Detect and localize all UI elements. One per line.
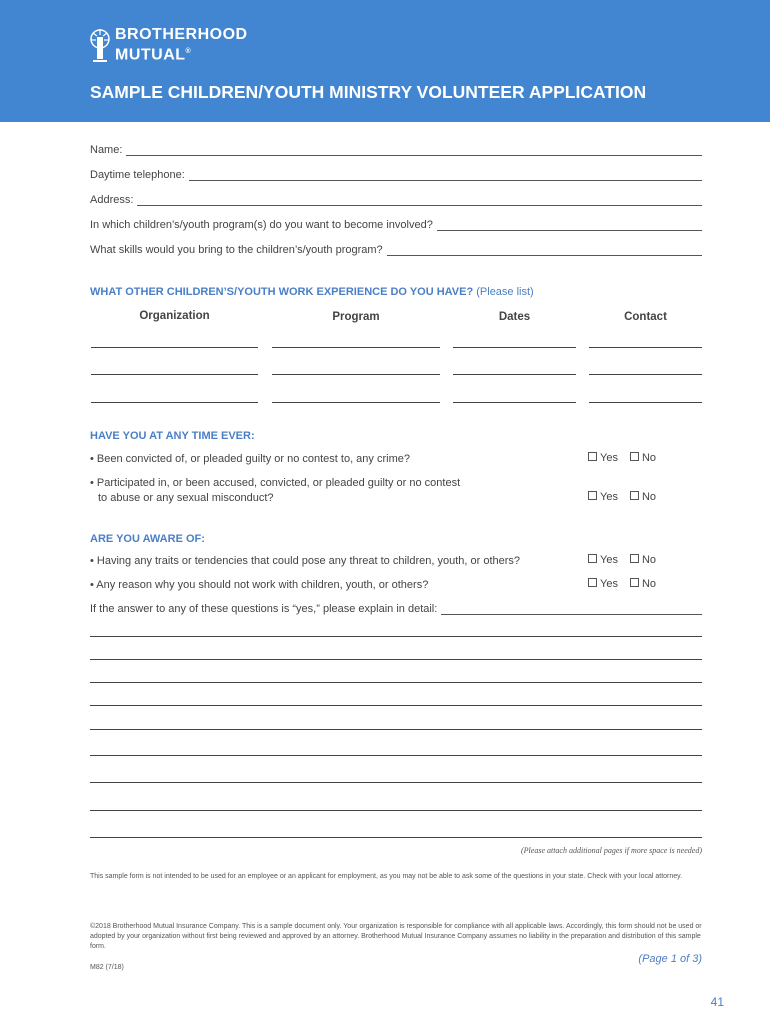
field-label: Daytime telephone:: [90, 169, 185, 181]
experience-dates-line[interactable]: [453, 402, 576, 403]
brotherhood-mutual-logo-icon: [90, 27, 110, 63]
answer-traits: [588, 554, 656, 566]
checkbox-icon[interactable]: [588, 491, 597, 500]
explain-line[interactable]: [90, 810, 702, 811]
registered-mark: ®: [185, 48, 192, 55]
field-label: In which children’s/youth program(s) do you want to become involved?: [90, 219, 433, 231]
experience-program-line[interactable]: [272, 374, 440, 375]
attach-note: (Please attach additional pages if more space is needed): [521, 846, 702, 855]
yes-label: Yes: [600, 554, 618, 566]
explain-line[interactable]: [90, 729, 702, 730]
telephone-input-line[interactable]: [189, 171, 702, 181]
yes-label: Yes: [600, 491, 618, 503]
explain-line[interactable]: [90, 636, 702, 637]
checkbox-icon[interactable]: [630, 578, 639, 587]
field-label: What skills would you bring to the children’s/youth program?: [90, 244, 383, 256]
question-abuse: [90, 476, 460, 505]
experience-organization-line[interactable]: [91, 402, 258, 403]
checkbox-icon[interactable]: [588, 578, 597, 587]
experience-heading-note: (Please list): [476, 286, 534, 298]
experience-contact-line[interactable]: [589, 374, 702, 375]
daytime-telephone-field[interactable]: [90, 169, 702, 181]
brotherhood-mutual-logo: [90, 26, 248, 63]
yes-label: Yes: [600, 578, 618, 590]
explain-input-line[interactable]: [441, 605, 702, 615]
column-header-organization: Organization: [139, 310, 210, 322]
column-header-program: Program: [332, 311, 380, 323]
experience-heading-text: WHAT OTHER CHILDREN’S/YOUTH WORK EXPERIENCE DO YOU HAVE?: [90, 286, 474, 298]
experience-contact-line[interactable]: [589, 402, 702, 403]
logo-line2: MUTUAL: [115, 46, 186, 64]
section-aware-heading: ARE YOU AWARE OF:: [90, 533, 205, 545]
explain-line[interactable]: [90, 659, 702, 660]
no-label: No: [641, 578, 657, 590]
question-abuse-line2: to abuse or any sexual misconduct?: [98, 491, 274, 504]
page-number: 41: [710, 995, 724, 1009]
no-label: No: [641, 491, 657, 503]
experience-program-line[interactable]: [272, 402, 440, 403]
question-reason: • Any reason why you should not work with children, youth, or others?: [90, 579, 429, 591]
no-label: No: [641, 452, 657, 464]
page-of-indicator: (Page 1 of 3): [638, 953, 702, 965]
disclaimer-text: This sample form is not intended to be used for an employee or an applicant for employment, as you may not be able to ask some of the questions in your state. Check with your local attorney.: [90, 873, 683, 880]
experience-dates-line[interactable]: [453, 374, 576, 375]
name-input-line[interactable]: [126, 146, 702, 156]
checkbox-icon[interactable]: [630, 554, 639, 563]
program-interest-field[interactable]: [90, 219, 702, 231]
experience-dates-line[interactable]: [453, 347, 576, 348]
checkbox-icon[interactable]: [588, 452, 597, 461]
no-label: No: [641, 554, 657, 566]
checkbox-icon[interactable]: [630, 491, 639, 500]
explain-field[interactable]: [90, 603, 702, 615]
explain-line[interactable]: [90, 755, 702, 756]
column-header-contact: Contact: [624, 311, 667, 323]
answer-reason: [588, 578, 656, 590]
copyright-text: ©2018 Brotherhood Mutual Insurance Company. This is a sample document only. Your organization is responsible for compliance with all applicable laws. Accordingly, this form should not be used or adopted by your organization without first being reviewed and approved by an attorney. Brotherhood Mutual Insurance Company assumes no liability in the preparation and distribution of this sample form.: [90, 923, 702, 950]
experience-organization-line[interactable]: [91, 374, 258, 375]
field-label: Name:: [90, 144, 123, 156]
explain-label: If the answer to any of these questions is “yes,” please explain in detail:: [90, 603, 438, 615]
question-convicted: • Been convicted of, or pleaded guilty or no contest to, any crime?: [90, 453, 410, 465]
yes-label: Yes: [600, 452, 618, 464]
address-field[interactable]: [90, 194, 702, 206]
address-input-line[interactable]: [137, 196, 702, 206]
explain-line[interactable]: [90, 837, 702, 838]
field-label: Address:: [90, 194, 134, 206]
page-title: SAMPLE CHILDREN/YOUTH MINISTRY VOLUNTEER APPLICATION: [90, 82, 647, 102]
question-traits: • Having any traits or tendencies that could pose any threat to children, youth, or others?: [90, 555, 521, 567]
explain-line[interactable]: [90, 782, 702, 783]
checkbox-icon[interactable]: [630, 452, 639, 461]
explain-line[interactable]: [90, 705, 702, 706]
program-input-line[interactable]: [437, 221, 702, 231]
logo-line1: BROTHERHOOD: [115, 26, 248, 43]
experience-heading: [90, 286, 534, 298]
skills-input-line[interactable]: [387, 246, 702, 256]
checkbox-icon[interactable]: [588, 554, 597, 563]
header-banner: [0, 0, 770, 122]
skills-field[interactable]: [90, 244, 702, 256]
answer-convicted: [588, 452, 656, 464]
experience-program-line[interactable]: [272, 347, 440, 348]
column-header-dates: Dates: [498, 311, 531, 323]
question-abuse-line1: • Participated in, or been accused, convicted, or pleaded guilty or no contest: [90, 477, 461, 489]
section-have-you-heading: HAVE YOU AT ANY TIME EVER:: [90, 430, 255, 442]
experience-contact-line[interactable]: [589, 347, 702, 348]
explain-line[interactable]: [90, 682, 702, 683]
answer-abuse: [588, 491, 656, 503]
name-field[interactable]: [90, 144, 702, 156]
experience-organization-line[interactable]: [91, 347, 258, 348]
logo-wordmark: [115, 26, 248, 63]
form-code: M82 (7/18): [90, 964, 124, 971]
